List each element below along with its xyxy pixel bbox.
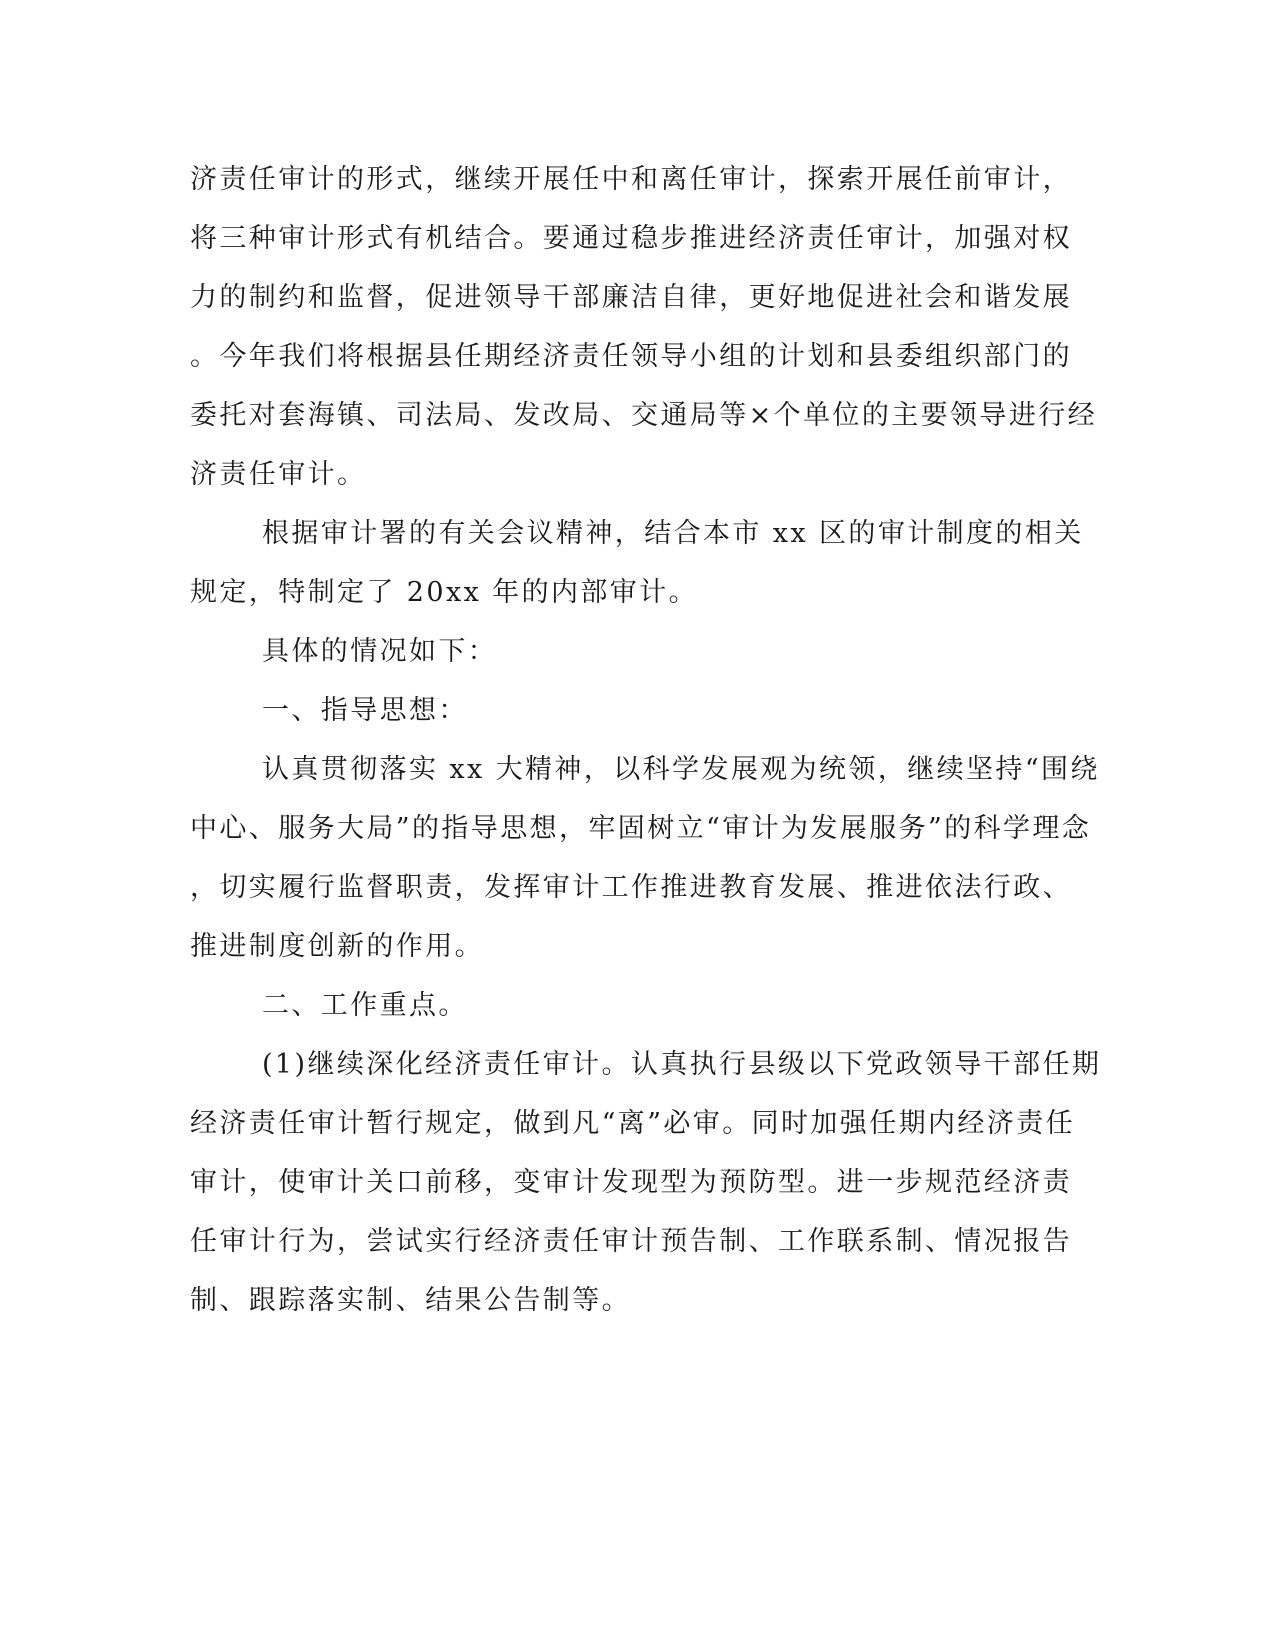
text-line: 具体的情况如下： — [262, 636, 498, 667]
text-line: ，切实履行监督职责，发挥审计工作推进教育发展、推进依法行政、 — [190, 872, 1072, 903]
text-line: 将三种审计形式有机结合。要通过稳步推进经济责任审计，加强对权 — [190, 223, 1072, 254]
text-line: 济责任审计的形式，继续开展任中和离任审计，探索开展任前审计， — [190, 164, 1072, 195]
text-line: 推进制度创新的作用。 — [190, 931, 484, 962]
section-heading: 一、指导思想： — [262, 695, 468, 726]
text-line: 根据审计署的有关会议精神，结合本市 xx 区的审计制度的相关 — [262, 518, 1084, 549]
text-line: 任审计行为，尝试实行经济责任审计预告制、工作联系制、情况报告 — [190, 1226, 1072, 1257]
text-line: 济责任审计。 — [190, 459, 367, 490]
text-line: 规定，特制定了 20xx 年的内部审计。 — [190, 577, 698, 608]
text-line: 经济责任审计暂行规定，做到凡“离”必审。同时加强任期内经济责任 — [190, 1108, 1076, 1139]
text-line: 制、跟踪落实制、结果公告制等。 — [190, 1285, 631, 1316]
text-line: 。今年我们将根据县任期经济责任领导小组的计划和县委组织部门的 — [190, 341, 1072, 372]
text-line: 力的制约和监督，促进领导干部廉洁自律，更好地促进社会和谐发展 — [190, 282, 1072, 313]
text-line: (1)继续深化经济责任审计。认真执行县级以下党政领导干部任期 — [262, 1049, 1102, 1080]
text-line: 委托对套海镇、司法局、发改局、交通局等×个单位的主要领导进行经 — [190, 400, 1098, 431]
text-line: 审计，使审计关口前移，变审计发现型为预防型。进一步规范经济责 — [190, 1167, 1072, 1198]
text-line: 认真贯彻落实 xx 大精神，以科学发展观为统领，继续坚持“围绕 — [262, 754, 1100, 785]
section-heading: 二、工作重点。 — [262, 990, 468, 1021]
text-line: 中心、服务大局”的指导思想，牢固树立“审计为发展服务”的科学理念 — [190, 813, 1092, 844]
